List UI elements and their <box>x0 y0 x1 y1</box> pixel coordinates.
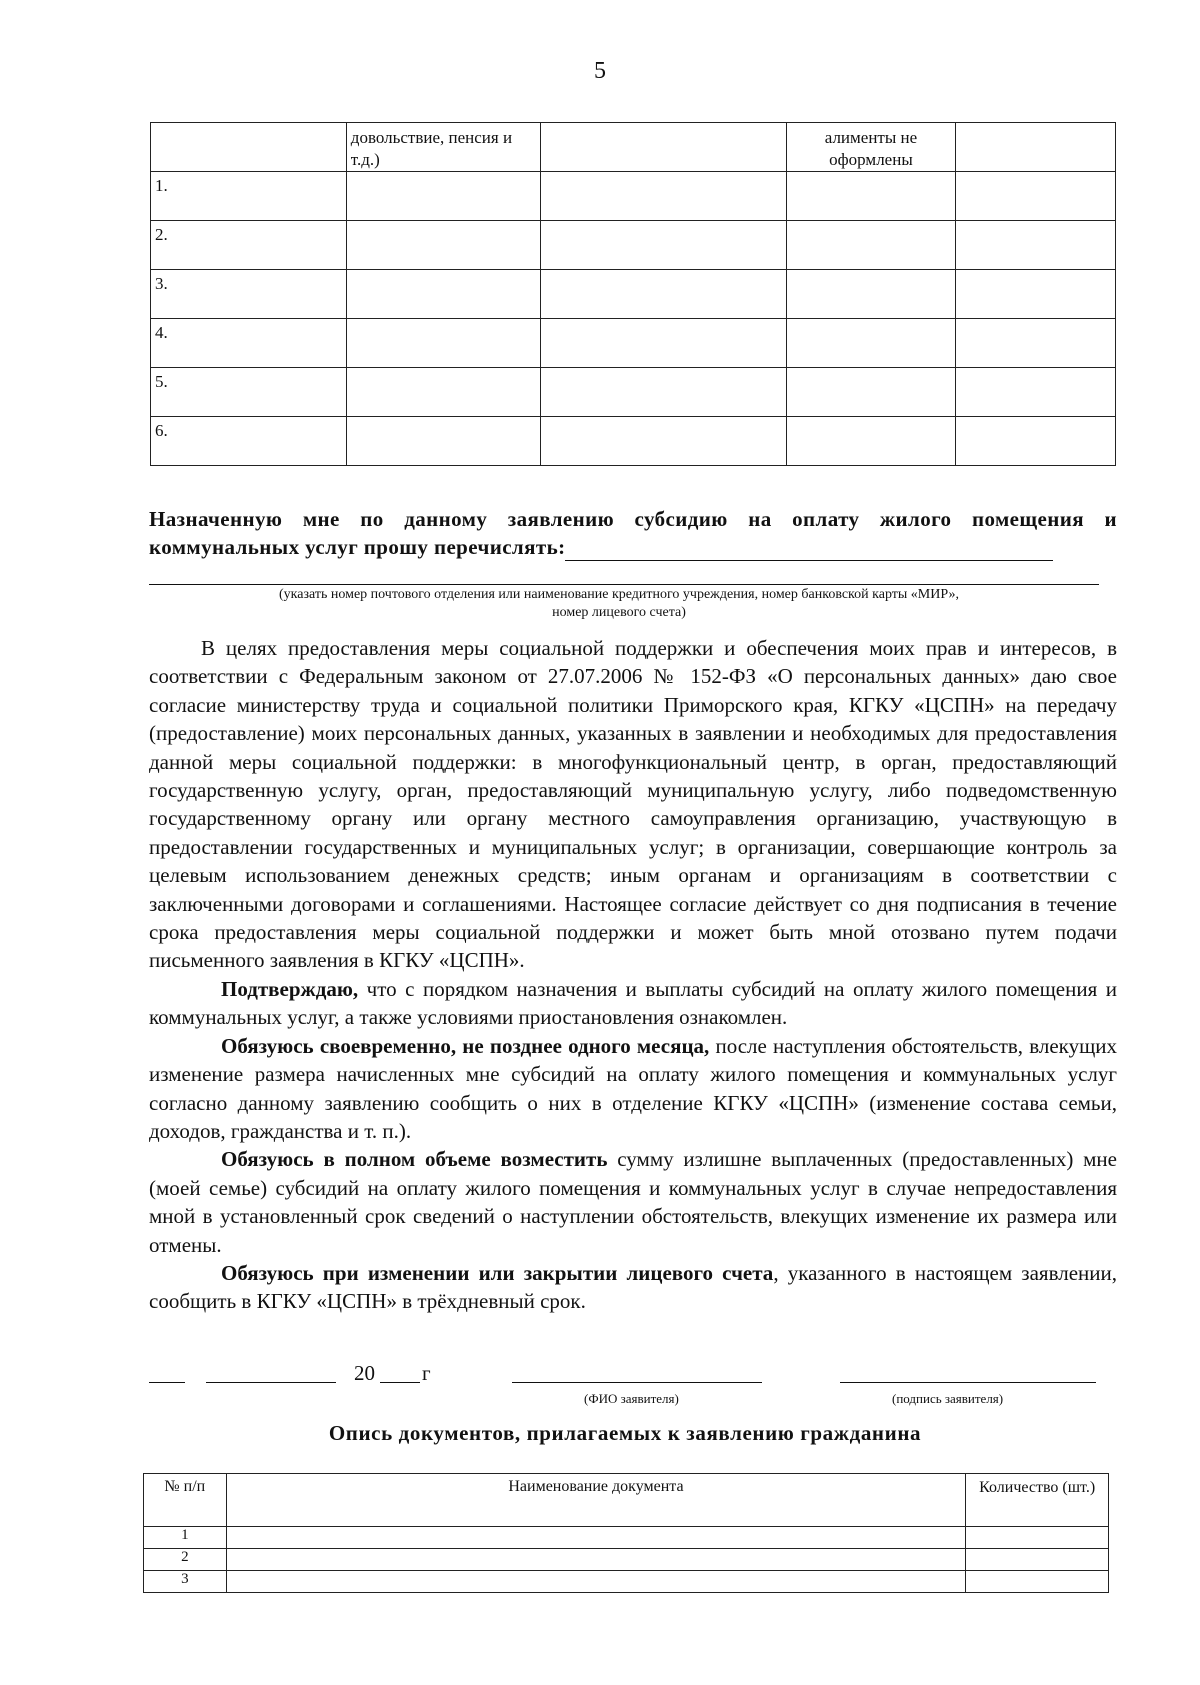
date-year-suffix: г <box>422 1361 431 1385</box>
row-number: 3. <box>151 270 347 319</box>
signature-caption: (подпись заявителя) <box>892 1391 1004 1406</box>
table-cell[interactable] <box>540 319 786 368</box>
row-number: 2 <box>144 1549 227 1571</box>
row-number: 5. <box>151 368 347 417</box>
table-cell[interactable] <box>786 172 956 221</box>
table-cell[interactable] <box>956 368 1116 417</box>
table-cell[interactable] <box>786 270 956 319</box>
table-cell[interactable] <box>346 368 540 417</box>
header-cell-name: Наименование документа <box>226 1474 966 1527</box>
family-income-table <box>150 122 1116 466</box>
table-row <box>144 1527 1109 1549</box>
transfer-hint <box>149 586 1089 622</box>
header-cell <box>151 123 347 172</box>
table-row <box>144 1571 1109 1593</box>
table-cell[interactable] <box>956 417 1116 466</box>
header-cell-number: № п/п <box>144 1474 227 1527</box>
table-cell[interactable] <box>956 270 1116 319</box>
date-day-field[interactable] <box>149 1362 185 1383</box>
table-row <box>151 221 1116 270</box>
header-cell-quantity: Количество (шт.) <box>966 1474 1109 1527</box>
bold-lead: Обязуюсь своевременно, не позднее одного месяца, <box>221 1033 710 1058</box>
transfer-request <box>149 505 1117 561</box>
table-cell[interactable] <box>786 221 956 270</box>
date-year-prefix: 20 <box>354 1361 375 1385</box>
transfer-request-text: Назначенную мне по данному заявлению субсидию на оплату жилого помещения и коммунальных услуг прошу перечислять: <box>149 507 1117 559</box>
row-number: 2. <box>151 221 347 270</box>
obligation-paragraph <box>149 1145 1117 1259</box>
table-row <box>151 368 1116 417</box>
table-cell[interactable] <box>786 417 956 466</box>
table-cell[interactable] <box>540 270 786 319</box>
table-cell[interactable] <box>956 319 1116 368</box>
document-name-cell[interactable] <box>226 1571 966 1593</box>
table-row <box>151 172 1116 221</box>
table-cell[interactable] <box>346 417 540 466</box>
date-month-field[interactable] <box>206 1362 336 1383</box>
signature-field[interactable] <box>840 1362 1096 1383</box>
bold-lead: Подтверждаю, <box>221 976 359 1001</box>
document-name-cell[interactable] <box>226 1527 966 1549</box>
header-cell <box>956 123 1116 172</box>
table-cell[interactable] <box>346 172 540 221</box>
row-number: 6. <box>151 417 347 466</box>
consent-paragraph: В целях предоставления меры социальной поддержки и обеспечения моих прав и интересов, в соответствии с Федеральным законом от 27.07.2006 № 152-ФЗ «О персональных данных» даю свое согласие министерству труда и социальной политики Приморского края, КГКУ «ЦСПН» на передачу (предоставление) моих персональных данных, указанных в заявлении и необходимых для предоставления данной меры социальной поддержки: в многофункциональный центр, в орган, предоставляющий государственную услугу, орган, предоставляющий муниципальную услугу, либо подведомственную государственному органу или органу местного самоуправления организацию, участвующую в предоставлении государственных и муниципальных услуг; в организации, совершающие контроль за целевым использованием денежных средств; иным органам и организациям в соответствии с заключенными договорами и соглашениями. Настоящее согласие действует со дня подписания в течение срока предоставления меры социальной поддержки и может быть мной отозвано путем подачи письменного заявления в КГКУ «ЦСПН». <box>149 636 1117 973</box>
row-number: 3 <box>144 1571 227 1593</box>
transfer-details-field[interactable] <box>565 538 1053 561</box>
header-cell: алименты не оформлены <box>786 123 956 172</box>
confirmation-paragraph <box>149 975 1117 1032</box>
table-header-row <box>144 1474 1109 1527</box>
quantity-cell[interactable] <box>966 1549 1109 1571</box>
table-cell[interactable] <box>956 221 1116 270</box>
row-number: 4. <box>151 319 347 368</box>
paragraph-text: , указанного в настоящем заявлении, сообщить в КГКУ «ЦСПН» в трёхдневный срок. <box>149 1260 1117 1314</box>
page-number: 5 <box>594 58 606 84</box>
document-name-cell[interactable] <box>226 1549 966 1571</box>
header-cell: довольствие, пенсия и т.д.) <box>346 123 540 172</box>
table-cell[interactable] <box>786 368 956 417</box>
table-cell[interactable] <box>346 221 540 270</box>
table-row <box>144 1549 1109 1571</box>
table-row <box>151 319 1116 368</box>
hint-line: (указать номер почтового отделения или наименование кредитного учреждения, номер банковской карты «МИР», <box>279 587 959 602</box>
table-cell[interactable] <box>346 319 540 368</box>
quantity-cell[interactable] <box>966 1527 1109 1549</box>
table-cell[interactable] <box>540 172 786 221</box>
transfer-details-line[interactable] <box>149 584 1099 585</box>
obligation-paragraph <box>149 1259 1117 1316</box>
table-row <box>151 270 1116 319</box>
fio-field[interactable] <box>512 1362 762 1383</box>
bold-lead: Обязуюсь в полном объеме возместить <box>221 1147 608 1172</box>
quantity-cell[interactable] <box>966 1571 1109 1593</box>
documents-inventory-table <box>143 1473 1109 1593</box>
header-cell <box>540 123 786 172</box>
hint-line: номер лицевого счета) <box>552 605 686 620</box>
obligation-paragraph <box>149 1032 1117 1146</box>
row-number: 1. <box>151 172 347 221</box>
consent-section <box>149 634 1117 1316</box>
paragraph-text: сумму излишне выплаченных (предоставленных) мне (моей семье) субсидий на оплату жилого помещения и коммунальных услуг в случае непредоставления мной в установленный срок сведений о наступлении обстоятельств, влекущих изменение их размера или отмены. <box>149 1147 1117 1257</box>
table-row <box>151 417 1116 466</box>
table-cell[interactable] <box>786 319 956 368</box>
table-cell[interactable] <box>540 417 786 466</box>
table-cell[interactable] <box>540 368 786 417</box>
date-year-field[interactable] <box>380 1362 420 1383</box>
table-header-row <box>151 123 1116 172</box>
table-cell[interactable] <box>346 270 540 319</box>
paragraph-text: что с порядком назначения и выплаты субсидий на оплату жилого помещения и коммунальных услуг, а также условиями приостановления ознакомлен. <box>149 976 1117 1030</box>
table-cell[interactable] <box>540 221 786 270</box>
paragraph-text: после наступления обстоятельств, влекущих изменение размера начисленных мне субсидий на оплату жилого помещения и коммунальных услуг согласно данному заявлению сообщить о них в отделение КГКУ «ЦСПН» (изменение состава семьи, доходов, гражданства и т. п.). <box>149 1033 1117 1143</box>
row-number: 1 <box>144 1527 227 1549</box>
bold-lead: Обязуюсь при изменении или закрытии лицевого счета <box>221 1260 774 1285</box>
fio-caption: (ФИО заявителя) <box>584 1391 679 1406</box>
inventory-title: Опись документов, прилагаемых к заявлению гражданина <box>328 1421 922 1445</box>
table-cell[interactable] <box>956 172 1116 221</box>
